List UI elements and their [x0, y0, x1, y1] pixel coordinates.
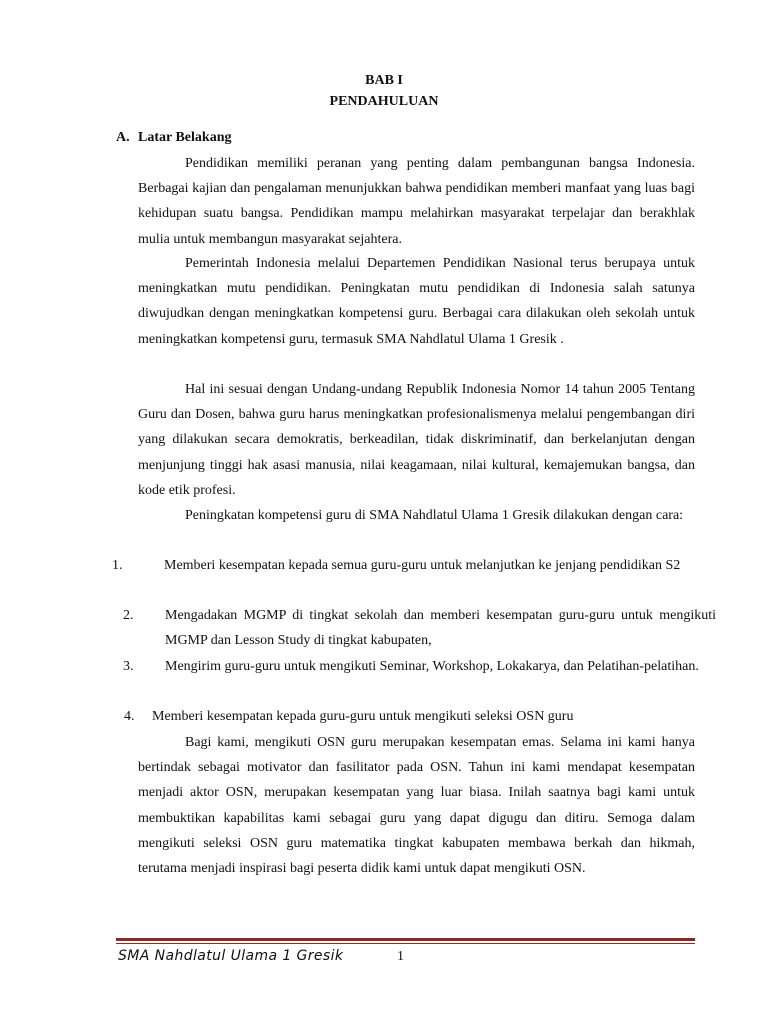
- footer-school-name: SMA Nahdlatul Ulama 1 Gresik: [118, 948, 344, 964]
- footer-rule-thick: [116, 938, 695, 941]
- list-item-text: Mengadakan MGMP di tingkat sekolah dan memberi kesempatan guru-guru untuk mengikuti MGMP dan Lesson Study di tingkat kabupaten,: [165, 608, 716, 649]
- footer-rule-thin: [116, 943, 695, 944]
- list-item-number: 3.: [123, 659, 134, 674]
- chapter-title: PENDAHULUAN: [329, 94, 439, 109]
- section-title: Latar Belakang: [138, 130, 232, 145]
- section-number: A.: [116, 130, 130, 145]
- list-item-1: [112, 553, 721, 578]
- list-item-number: 1.: [112, 558, 123, 573]
- paragraph-2: Pemerintah Indonesia melalui Departemen Pendidikan Nasional terus berupaya untuk meningkatkan mutu pendidikan. Peningkatan mutu pendidikan di Indonesia salah satunya diwujudkan dengan meningkatkan kompetensi guru. Berbagai cara dilakukan oleh sekolah untuk meningkatkan kompetensi guru, termasuk SMA Nahdlatul Ulama 1 Gresik .: [138, 256, 695, 347]
- list-item-number: 2.: [123, 608, 134, 623]
- paragraph-1: Pendidikan memiliki peranan yang penting dalam pembangunan bangsa Indonesia. Berbagai kajian dan pengalaman menunjukkan bahwa pendidikan memberi manfaat yang luas bagi kehidupan suatu bangsa. Pendidikan mampu melahirkan masyarakat terpelajar dan berakhlak mulia untuk membangun masyarakat sejahtera.: [138, 156, 695, 247]
- list-item-text: Mengirim guru-guru untuk mengikuti Seminar, Workshop, Lokakarya, dan Pelatihan-pelatihan.: [165, 659, 699, 674]
- list-item-2: [123, 603, 716, 653]
- section-heading: [116, 129, 231, 147]
- list-item-3: [123, 654, 716, 679]
- chapter-number: BAB I: [365, 73, 403, 88]
- paragraph-4: Peningkatan kompetensi guru di SMA Nahdlatul Ulama 1 Gresik dilakukan dengan cara:: [185, 508, 684, 523]
- paragraph-3: Hal ini sesuai dengan Undang-undang Republik Indonesia Nomor 14 tahun 2005 Tentang Guru dan Dosen, bahwa guru harus meningkatkan profesionalismenya melalui pengembangan diri yang dilakukan secara demokratis, berkeadilan, tidak diskriminatif, dan berkelanjutan dengan menjunjung tinggi hak asasi manusia, nilai keagamaan, nilai kultural, kemajemukan bangsa, dan kode etik profesi.: [138, 382, 695, 498]
- paragraph-5: Bagi kami, mengikuti OSN guru merupakan kesempatan emas. Selama ini kami hanya bertindak sebagai motivator dan fasilitator pada OSN. Tahun ini kami mendapat kesempatan menjadi aktor OSN, merupakan kesempatan yang luar biasa. Inilah saatnya bagi kami untuk membuktikan kapabilitas kami sebagai guru yang dapat digugu dan ditiru. Semoga dalam mengikuti seleksi OSN guru matematika tingkat kabupaten membawa berkah dan hikmah, terutama menjadi inspirasi bagi peserta didik kami untuk dapat mengikuti OSN.: [138, 735, 695, 877]
- page-number: 1: [397, 949, 404, 964]
- list-item-4: [124, 704, 709, 729]
- list-item-text: Memberi kesempatan kepada semua guru-guru untuk melanjutkan ke jenjang pendidikan S2: [164, 558, 681, 573]
- list-item-number: 4.: [124, 709, 135, 724]
- list-item-text: Memberi kesempatan kepada guru-guru untuk mengikuti seleksi OSN guru: [152, 709, 574, 724]
